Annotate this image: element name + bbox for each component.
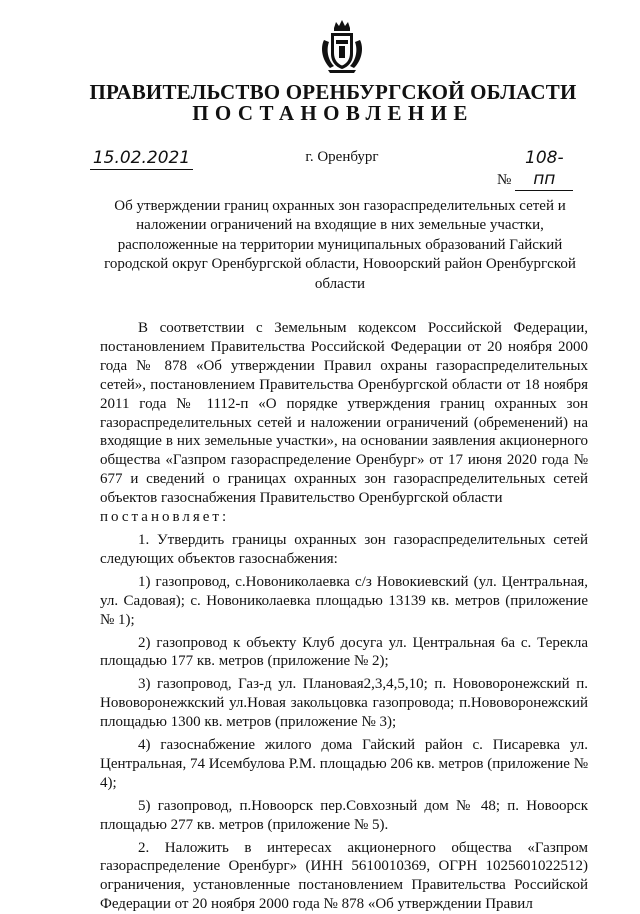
subitem-4: 4) газоснабжение жилого дома Гайский район с. Писаревка ул. Центральная, 74 Исембулова Р.М. площадью 206 кв. метров (приложение № 4); [100, 737, 589, 791]
decree-word: постановляет: [100, 509, 230, 526]
document-subject: Об утверждении границ охранных зон газораспределительных сетей и наложении ограничений на входящие в них земельные участки, расположенные на территории муниципальных образований Гайский городской округ Оренбургской области, Новоорский район Оренбургской области [104, 198, 576, 292]
subitem-1: 1) газопровод, с.Новониколаевка с/з Новокиевский (ул. Центральная, ул. Садовая); с. Новониколаевка площадью 13139 кв. метров (приложение № 1); [100, 573, 588, 628]
item-1: 1. Утвердить границы охранных зон газораспределительных сетей следующих объектов газоснабжения: [100, 531, 588, 567]
document-number [497, 148, 585, 191]
document-body [100, 319, 588, 914]
coat-of-arms-icon [318, 18, 366, 74]
document-date: 15.02.2021 [90, 148, 193, 170]
number-label: № [497, 172, 512, 188]
number-value: 108-пп [515, 148, 573, 191]
document-city: г. Оренбург [305, 149, 379, 165]
government-title: ПРАВИТЕЛЬСТВО ОРЕНБУРГСКОЙ ОБЛАСТИ [89, 80, 577, 104]
subitem-5: 5) газопровод, п.Новоорск пер.Совхозный дом № 48; п. Новоорск площадью 277 кв. метров (приложение № 5). [100, 797, 588, 833]
item-2: 2. Наложить в интересах акционерного общества «Газпром газораспределение Оренбург» (ИНН 5610010369, ОГРН 1025601022512) ограничения, установленные постановлением Правительства Российской Федерации от 20 ноября 2000 года № 878 «Об утверждении Правил [100, 839, 588, 913]
preamble-paragraph: В соответствии с Земельным кодексом Российской Федерации, постановлением Правительства Российской Федерации от 20 ноября 2000 года № 878 «Об утверждении Правил охраны газораспределительных сетей», постановлением Правительства Оренбургской области от 18 ноября 2011 года № 1112-п «О порядке утверждения границ охранных зон газораспределительных сетей и наложении ограничений (обременений) на входящие в них земельные участки», на основании заявления акционерного общества «Газпром газораспределение Оренбург» от 17 июня 2020 года № 677 и сведений о границах охранных зон газораспределительных сетей объектов газоснабжения Правительство Оренбургской области [100, 320, 588, 507]
document-meta-row [0, 148, 640, 189]
subitem-3: 3) газопровод, Газ-д ул. Плановая2,3,4,5,10; п. Нововоронежский п. Нововоронежкский ул.Новая закольцовка газопровода; п.Нововоронежский площадью 1300 кв. метров (приложение № 3); [100, 676, 588, 731]
document-type-title: ПОСТАНОВЛЕНИЕ [192, 101, 474, 125]
subitem-2: 2) газопровод к объекту Клуб досуга ул. Центральная 6а с. Терекла площадью 177 кв. метров (приложение № 2); [100, 634, 588, 670]
